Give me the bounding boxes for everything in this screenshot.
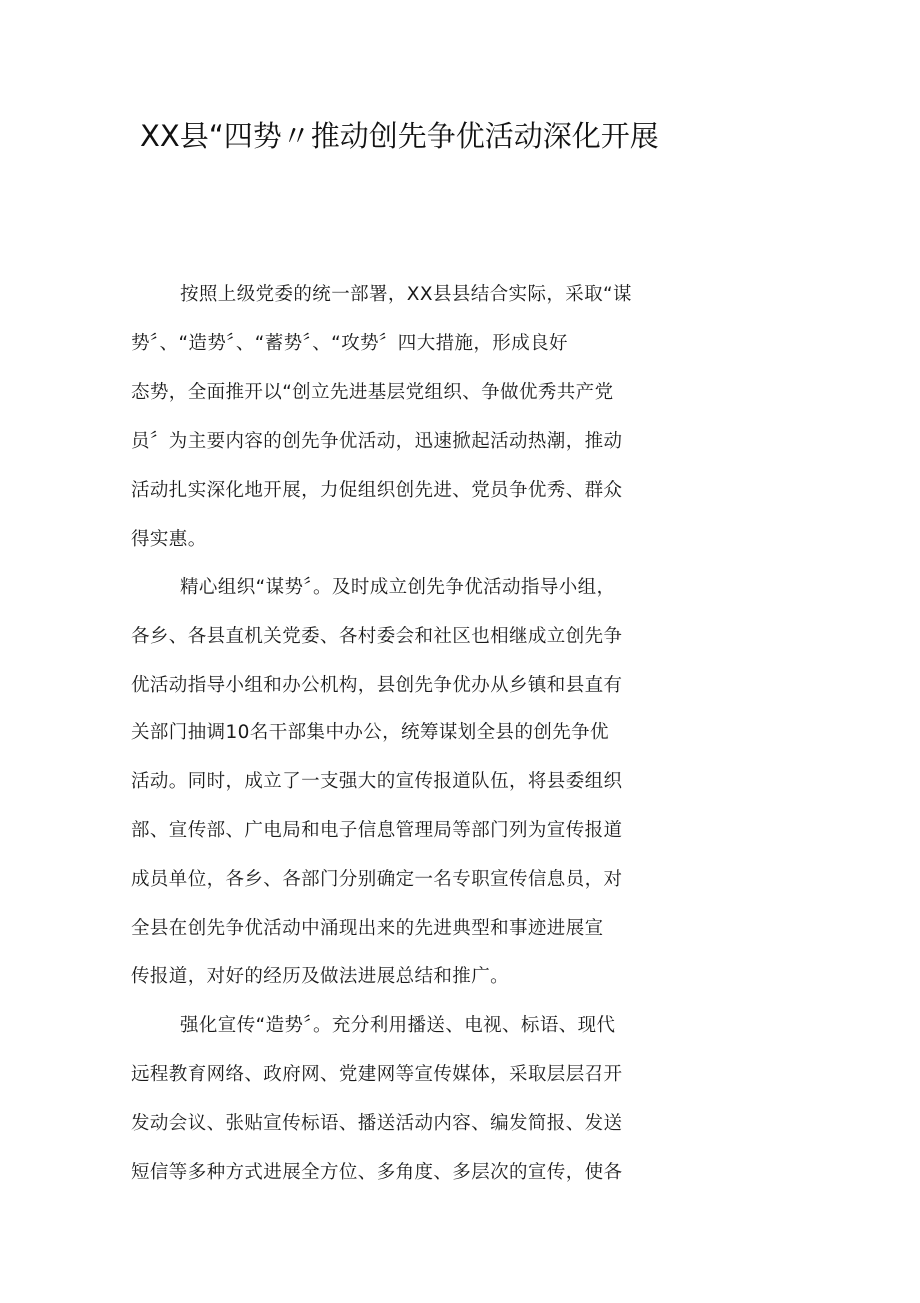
paragraph-line: 部、宣传部、广电局和电子信息管理局等部门列为宣传报道 [131,820,623,841]
paragraph-line: 活动。同时，成立了一支强大的宣传报道队伍，将县委组织 [131,771,623,792]
paragraph-line: 成员单位，各乡、各部门分别确定一名专职宣传信息员，对 [131,869,623,890]
paragraph-line: 关部门抽调10名干部集中办公，统筹谋划全县的创先争优 [131,722,609,743]
paragraph-line: 势〞、“造势〞、“蓄势〞、“攻势〞四大措施，形成良好 [131,333,568,354]
paragraph-line: 优活动指导小组和办公机构，县创先争优办从乡镇和县直有 [131,675,623,696]
paragraph-line: 短信等多种方式进展全方位、多角度、多层次的宣传，使各 [131,1162,623,1183]
paragraph-line: 员〞为主要内容的创先争优活动，迅速掀起活动热潮，推动 [131,431,623,452]
document-title: XX县“四势〃推动创先争优活动深化开展 [140,119,659,153]
paragraph-line: 传报道，对好的经历及做法进展总结和推广。 [131,966,510,987]
paragraph-line: 发动会议、张贴宣传标语、播送活动内容、编发简报、发送 [131,1113,623,1134]
paragraph-line: 精心组织“谋势〞。及时成立创先争优活动指导小组， [180,577,616,598]
paragraph-line: 态势，全面推开以“创立先进基层党组织、争做优秀共产党 [131,382,614,403]
paragraph-line: 远程教育网络、政府网、党建网等宣传媒体，采取层层召开 [131,1064,623,1085]
paragraph-line: 各乡、各县直机关党委、各村委会和社区也相继成立创先争 [131,626,623,647]
paragraph-line: 强化宣传“造势〞。充分利用播送、电视、标语、现代 [180,1015,616,1036]
paragraph-line: 活动扎实深化地开展，力促组织创先进、党员争优秀、群众 [131,480,623,501]
paragraph-line: 得实惠。 [131,529,207,550]
paragraph-line: 全县在创先争优活动中涌现出来的先进典型和事迹进展宣 [131,918,604,939]
paragraph-line: 按照上级党委的统一部署，XX县县结合实际，采取“谋 [180,284,632,305]
